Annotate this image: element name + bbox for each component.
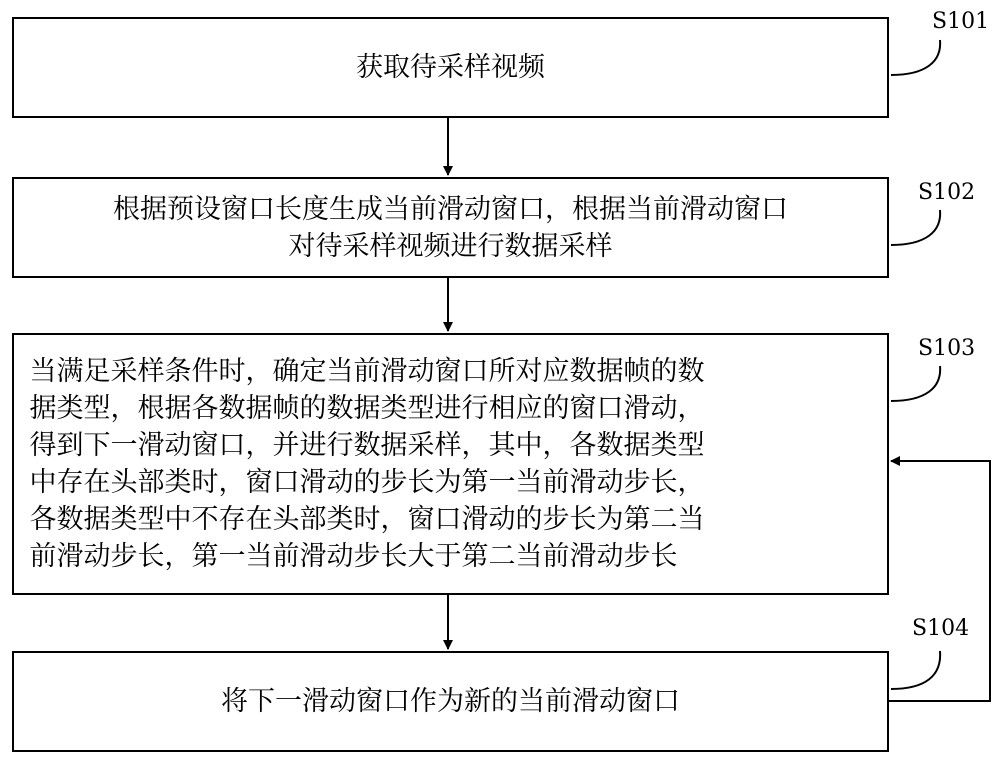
step-label-s101: S101 xyxy=(932,9,990,34)
step-label-s104: S104 xyxy=(912,616,970,641)
step-text-s101: 获取待采样视频 xyxy=(356,52,545,83)
leader-curve-s103 xyxy=(891,366,940,401)
leader-curve-s102 xyxy=(891,210,940,245)
step-label-s103: S103 xyxy=(918,336,976,361)
step-label-s102: S102 xyxy=(918,180,976,205)
step-text-s104: 将下一滑动窗口作为新的当前滑动窗口 xyxy=(221,686,680,717)
leader-curve-s101 xyxy=(891,40,940,75)
step-text-s102: 根据预设窗口长度生成当前滑动窗口，根据当前滑动窗口 对待采样视频进行数据采样 xyxy=(113,193,788,262)
step-text-s103: 当满足采样条件时，确定当前滑动窗口所对应数据帧的数 据类型，根据各数据帧的数据类型进行相应的窗口滑动， 得到下一滑动窗口，并进行数据采样，其中，各数据类型 中存在头部类时，窗口滑动的步长为第一当前滑动步长， 各数据类型中不存在头部类时，窗口滑动的步长为第二当 前滑动步长，第一当前滑动步长大于第二当前滑动步长 xyxy=(29,356,705,572)
leader-curve-s104 xyxy=(891,651,940,689)
